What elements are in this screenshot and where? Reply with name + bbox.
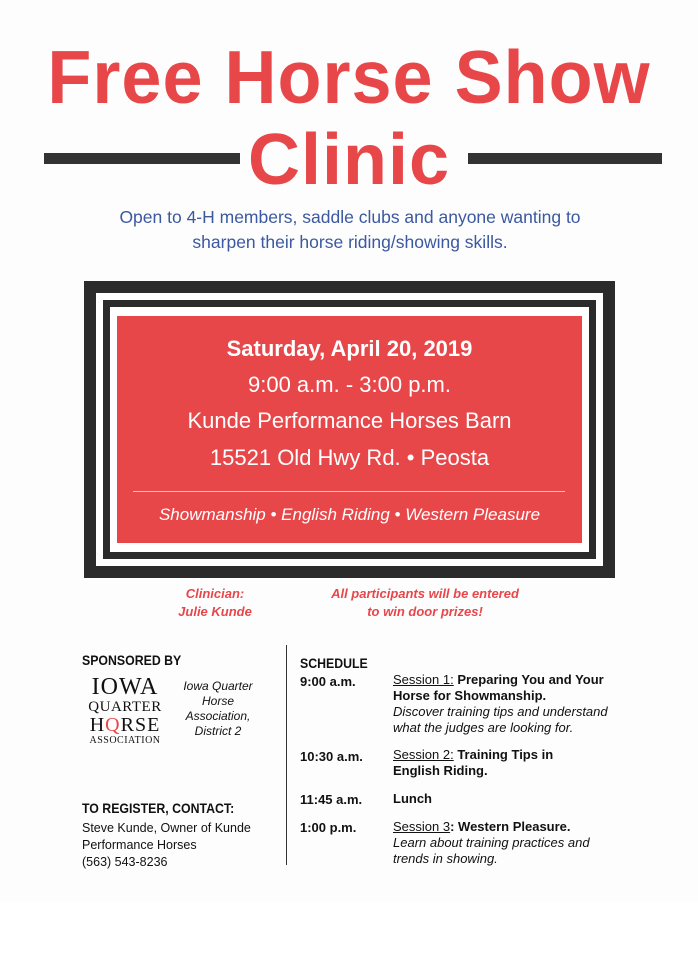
flyer-title-line1: Free Horse Show: [47, 36, 651, 120]
event-divider: [133, 491, 565, 492]
clinician-label: Clinician:: [185, 586, 245, 601]
sponsored-by-heading: SPONSORED BY: [82, 652, 182, 668]
session-1-label: Session 1:: [393, 672, 454, 687]
title-rule-right: [468, 153, 662, 164]
event-time: 9:00 a.m. - 3:00 p.m.: [248, 372, 451, 397]
door-prizes-note: [300, 585, 550, 621]
door-prizes-line2: to win door prizes!: [367, 604, 483, 619]
schedule-time-1: 9:00 a.m.: [300, 674, 356, 689]
sponsor-name: [176, 679, 260, 739]
contact-info: [82, 820, 251, 871]
contact-line1: Steve Kunde, Owner of Kunde: [82, 821, 251, 835]
event-classes: Showmanship • English Riding • Western Pleasure: [158, 505, 541, 524]
session-2-title: Session 2: Training Tips in: [393, 747, 554, 762]
event-date: Saturday, April 20, 2019: [226, 336, 473, 361]
iowa-quarter-horse-logo: [80, 675, 170, 747]
schedule-heading: SCHEDULE: [300, 655, 368, 671]
sponsor-name-line3: Association,: [185, 709, 251, 723]
session-3-desc-line1: Learn about training practices and: [393, 835, 590, 850]
logo-q: Q: [105, 714, 121, 736]
logo-line2: QUARTER: [88, 699, 162, 715]
lunch-title: Lunch: [393, 791, 432, 806]
schedule-item-3: [393, 791, 653, 807]
register-heading: TO REGISTER, CONTACT:: [82, 800, 235, 816]
session-3-title: Session 3: Western Pleasure.: [393, 819, 571, 834]
door-prizes-line1: All participants will be entered: [331, 586, 519, 601]
logo-rse: RSE: [120, 714, 161, 736]
contact-phone: (563) 543-8236: [82, 855, 168, 869]
title-rule-left: [44, 153, 240, 164]
logo-line3: [80, 715, 170, 735]
schedule-time-2: 10:30 a.m.: [300, 749, 363, 764]
session-3-desc-line2: trends in showing.: [393, 851, 498, 866]
session-2-title-line2: English Riding.: [393, 763, 488, 778]
logo-h: H: [89, 714, 106, 736]
session-3-label: Session 3: [393, 819, 451, 834]
schedule-item-4: [393, 819, 653, 867]
event-location: Kunde Performance Horses Barn: [187, 408, 512, 433]
column-divider: [286, 645, 287, 865]
sponsor-name-line4: District 2: [194, 724, 242, 738]
session-1-desc-line1: Discover training tips and understand: [393, 704, 608, 719]
contact-line2: Performance Horses: [82, 838, 197, 852]
clinician-name: Julie Kunde: [178, 604, 252, 619]
session-2-label: Session 2:: [393, 747, 454, 762]
session-1-title-line2: Horse for Showmanship.: [393, 688, 547, 703]
sponsor-name-line2: Horse: [201, 694, 234, 708]
schedule-item-2: [393, 747, 653, 779]
subtitle-line1: Open to 4-H members, saddle clubs and anyone wanting to: [119, 207, 581, 227]
schedule-item-1: [393, 672, 653, 736]
logo-line1: IOWA: [91, 674, 159, 700]
schedule-time-4: 1:00 p.m.: [300, 820, 357, 835]
event-address: 15521 Old Hwy Rd. • Peosta: [209, 445, 490, 470]
subtitle-line2: sharpen their horse riding/showing skills.: [192, 232, 508, 252]
subtitle: [60, 205, 640, 255]
flyer-title-line2: Clinic: [247, 120, 451, 200]
scan-left-edge: [0, 902, 698, 960]
session-1-title: Session 1: Preparing You and Your: [393, 672, 604, 687]
sponsor-name-line1: Iowa Quarter: [183, 679, 253, 693]
logo-line4: ASSOCIATION: [89, 735, 161, 746]
session-1-desc-line2: what the judges are looking for.: [393, 720, 574, 735]
schedule-time-3: 11:45 a.m.: [300, 792, 363, 807]
clinician-note: [170, 585, 260, 621]
